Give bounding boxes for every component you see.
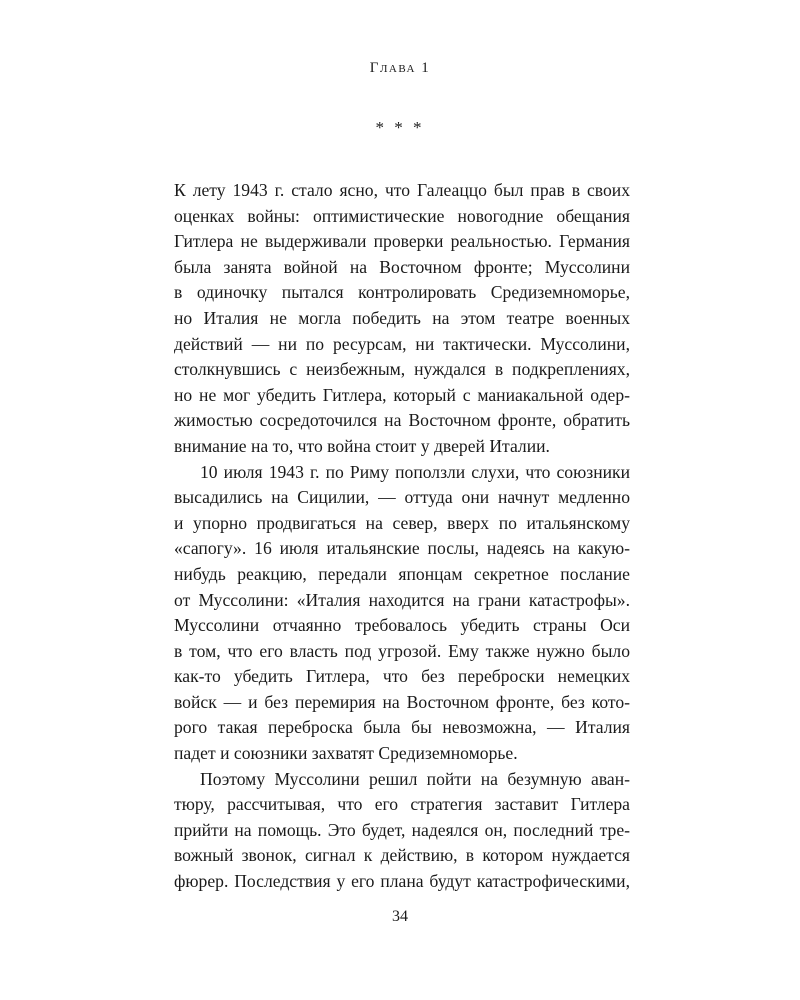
text-line: действий — ни по ресурсам, ни тактически. Муссолини, [174, 333, 630, 354]
text-line: войск — и без перемирия на Восточном фронте, без кото- [174, 691, 630, 712]
text-line: и упорно продвигаться на север, вверх по итальянскому [174, 512, 630, 533]
text-line: но Италия не могла победить на этом театре военных [174, 307, 630, 328]
text-line: тюру, рассчитывая, что его стратегия заставит Гитлера [174, 794, 630, 815]
text-line: столкнувшись с неизбежным, нуждался в подкреплениях, [174, 359, 630, 380]
text-line: внимание на то, что война стоит у дверей Италии. [174, 435, 550, 456]
text-line: высадились на Сицилии, — оттуда они начнут медленно [174, 487, 630, 508]
paragraph-3 [174, 767, 630, 895]
text-line: Муссолини отчаянно требовалось убедить страны Оси [174, 615, 630, 636]
body-text [174, 178, 630, 895]
text-line: жимостью сосредоточился на Восточном фронте, обратить [174, 410, 630, 431]
text-line: прийти на помощь. Это будет, надеялся он, последний тре- [174, 819, 630, 840]
text-line: но не мог убедить Гитлера, который с маниакальной одер- [174, 384, 630, 405]
paragraph-2 [174, 460, 630, 767]
text-line: падет и союзники захватят Средиземноморье. [174, 743, 518, 764]
text-line: была занята войной на Восточном фронте; Муссолини [174, 256, 630, 277]
text-line: Поэтому Муссолини решил пойти на безумную аван- [200, 768, 630, 789]
text-line: от Муссолини: «Италия находится на грани катастрофы». [174, 589, 630, 610]
text-line: в одиночку пытался контролировать Средиземноморье, [174, 282, 630, 303]
text-line: нибудь реакцию, передали японцам секретное послание [174, 563, 630, 584]
paragraph-1 [174, 178, 630, 460]
section-break-ornament: * * * [375, 118, 425, 137]
page-number: 34 [392, 908, 408, 925]
text-line: Гитлера не выдерживали проверки реальностью. Германия [174, 231, 630, 252]
text-line: К лету 1943 г. стало ясно, что Галеаццо был прав в своих [174, 180, 630, 200]
running-head: Глава 1 [369, 60, 431, 76]
text-line: 10 июля 1943 г. по Риму поползли слухи, что союзники [200, 461, 630, 482]
text-line: «сапогу». 16 июля итальянские послы, надеясь на какую- [174, 538, 630, 559]
text-line: как-то убедить Гитлера, что без переброски немецких [174, 666, 630, 687]
text-line: оценках войны: оптимистические новогодние обещания [174, 205, 630, 226]
text-line: в том, что его власть под угрозой. Ему также нужно было [174, 640, 630, 661]
text-line: рого такая переброска была бы невозможна, — Италия [174, 717, 630, 738]
text-line: вожный звонок, сигнал к действию, в котором нуждается [174, 845, 630, 866]
text-line: фюрер. Последствия у его плана будут катастрофическими, [174, 871, 630, 892]
